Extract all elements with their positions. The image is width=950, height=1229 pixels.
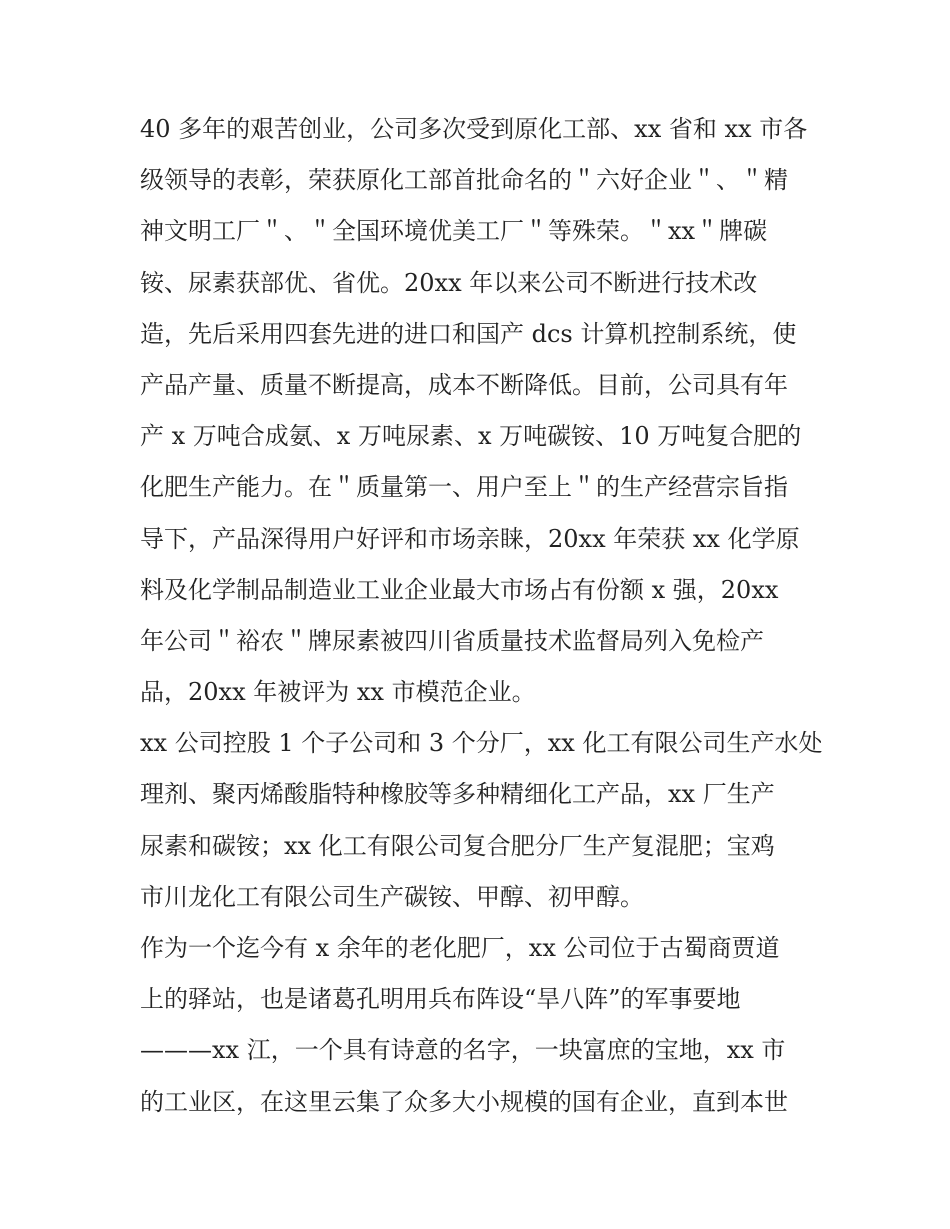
text-line: 品，20xx 年被评为 xx 市模范企业。: [140, 678, 536, 707]
text-line: 化肥生产能力。在＂质量第一、用户至上＂的生产经营宗旨指: [140, 473, 788, 502]
text-line: 料及化学制品制造业工业企业最大市场占有份额 x 强，20xx: [140, 575, 779, 604]
text-line: 的工业区，在这里云集了众多大小规模的国有企业，直到本世: [140, 1087, 788, 1116]
paragraph-3: [140, 923, 820, 1128]
text-line: 尿素和碳铵；xx 化工有限公司复合肥分厂生产复混肥；宝鸡: [140, 831, 775, 860]
text-line: 上的驿站，也是诸葛孔明用兵布阵设“旱八阵”的军事要地: [140, 985, 741, 1014]
text-line: 40 多年的艰苦创业，公司多次受到原化工部、xx 省和 xx 市各: [140, 115, 808, 143]
text-line: 导下，产品深得用户好评和市场亲睐，20xx 年荣获 xx 化学原: [140, 524, 800, 553]
text-line: ———xx 江，一个具有诗意的名字，一块富庶的宝地，xx 市: [140, 1036, 786, 1065]
text-line: 造，先后采用四套先进的进口和国产 dcs 计算机控制系统，使: [140, 319, 797, 348]
paragraph-1: [140, 104, 820, 718]
text-line: 神文明工厂＂、＂全国环境优美工厂＂等殊荣。＂xx＂牌碳: [140, 217, 768, 246]
document-body: [140, 104, 823, 1128]
text-line: xx 公司控股 1 个子公司和 3 个分厂，xx 化工有限公司生产水处: [140, 729, 823, 758]
text-line: 产 x 万吨合成氨、x 万吨尿素、x 万吨碳铵、10 万吨复合肥的: [140, 422, 802, 451]
text-line: 级领导的表彰，荣获原化工部首批命名的＂六好企业＂、＂精: [140, 166, 788, 195]
text-line: 作为一个迄今有 x 余年的老化肥厂，xx 公司位于古蜀商贾道: [140, 934, 780, 962]
text-line: 年公司＂裕农＂牌尿素被四川省质量技术监督局列入免检产: [140, 626, 764, 655]
text-line: 产品产量、质量不断提高，成本不断降低。目前，公司具有年: [140, 370, 788, 399]
paragraph-2: [140, 718, 823, 923]
text-line: 铵、尿素获部优、省优。20xx 年以来公司不断进行技术改: [140, 268, 758, 297]
text-line: 市川龙化工有限公司生产碳铵、甲醇、初甲醇。: [140, 882, 644, 911]
text-line: 理剂、聚丙烯酸脂特种橡胶等多种精细化工产品，xx 厂生产: [140, 780, 775, 809]
